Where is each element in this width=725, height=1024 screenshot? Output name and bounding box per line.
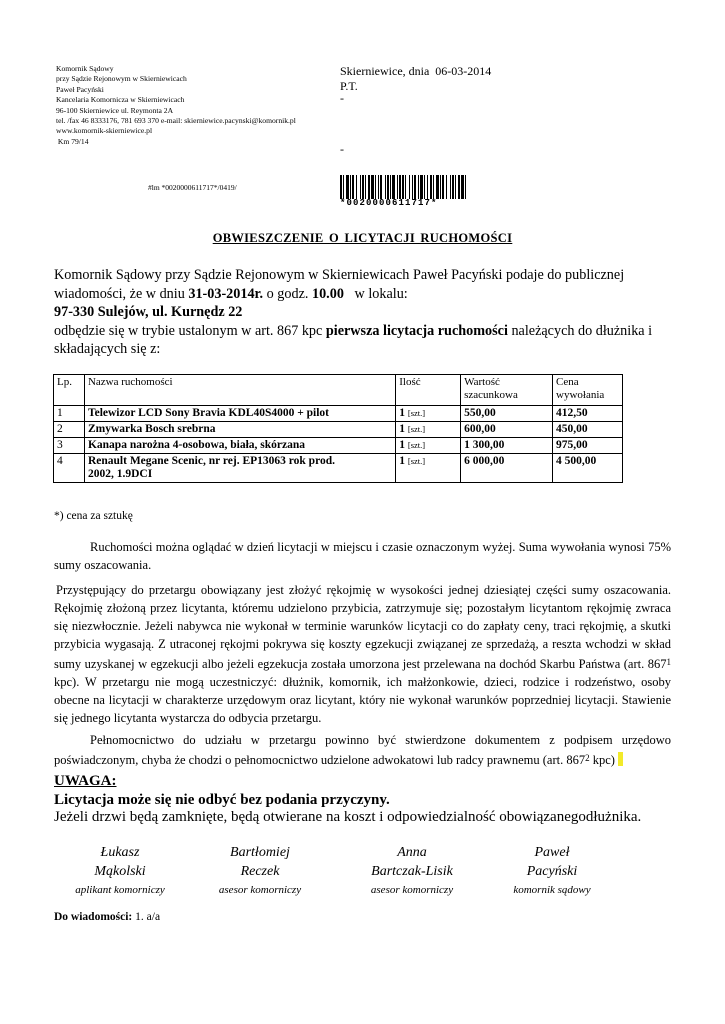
intro-line: składających się z: <box>54 341 161 357</box>
article-superscript: 1 <box>666 657 671 667</box>
cell-price: 412,50 <box>553 406 623 422</box>
intro-text: wiadomości, że w dniu <box>54 285 189 302</box>
cell-lp: 1 <box>54 406 85 422</box>
auction-time: 10.00 <box>311 285 344 302</box>
signature-first-name: Anna <box>397 845 427 860</box>
cell-lp: 3 <box>54 438 85 454</box>
header-value <box>461 375 553 406</box>
table-row <box>54 406 623 422</box>
cell-value: 550,00 <box>461 406 553 422</box>
cell-lp: 2 <box>54 422 85 438</box>
proxy-paragraph <box>54 731 671 769</box>
proxy-text-a: Pełnomocnictwo do udziału w przetargu powinno być stwierdzone dokumentem z podpisem urzędowo poświadczonym, chyba że chodzi o pełnomocnictwo udzielone adwokatowi lub radcy prawnemu (art. 867 <box>54 733 671 767</box>
case-number: Km 79/14 <box>56 136 89 146</box>
highlight-mark <box>618 752 623 766</box>
signature-first-name: Bartłomiej <box>230 845 290 860</box>
qty-value: 1 <box>399 423 405 435</box>
cell-name: Telewizor LCD Sony Bravia KDL40S4000 + pilot <box>84 406 395 422</box>
signature-role: asesor komorniczy <box>370 884 454 896</box>
reference-number: #lm *0020000611717*/0419/ <box>148 183 237 192</box>
signature-block <box>477 843 627 899</box>
office-line: Paweł Pacyński <box>56 84 104 94</box>
cell-name: Kanapa narożna 4-osobowa, biała, skórzana <box>84 438 395 454</box>
cell-value: 6 000,00 <box>461 454 553 483</box>
barcode-text: *0020000611717* <box>340 198 438 208</box>
items-table <box>53 374 623 483</box>
signature-block <box>185 843 335 899</box>
intro-line <box>54 322 671 341</box>
deposit-text-b: kpc). W przetargu nie mogą uczestniczyć: dłużnik, komornik, ich małżonkowie, dzieci, rodzice i rodzeństwo, osoby obecne na licytacji w charakterze urzędowym oraz licytant, który nie wykonał warunków poprzedniej licytacji. Stawienie się jednego licytanta wystarcza do odbycia przetargu. <box>54 675 671 725</box>
signature-first-name: Łukasz <box>100 845 140 860</box>
auction-address <box>54 303 671 322</box>
intro-line: Komornik Sądowy przy Sądzie Rejonowym w Skierniewicach Paweł Pacyński podaje do publicznej <box>54 267 625 283</box>
office-line: tel. /fax 46 8333176, 781 693 370 e-mail: skierniewice.pacynski@komornik.pl <box>56 116 296 126</box>
header-value-l2: szacunkowa <box>464 389 518 401</box>
header-qty: Ilość <box>396 375 461 406</box>
qty-value: 1 <box>399 407 405 419</box>
signature-block <box>45 843 195 899</box>
table-row <box>54 422 623 438</box>
viewing-text: Ruchomości można oglądać w dzień licytacji w miejscu i czasie oznaczonym wyżej. Suma wywołania wynosi 75% sumy oszacowania. <box>54 540 671 572</box>
table-header-row <box>54 375 623 406</box>
header-name: Nazwa ruchomości <box>84 375 395 406</box>
auction-type: pierwsza licytacja ruchomości <box>325 322 508 339</box>
qty-unit: [szt.] <box>407 408 426 418</box>
distribution-label: Do wiadomości: <box>54 911 133 923</box>
intro-paragraph <box>54 266 671 359</box>
signature-last-name: Pacyński <box>526 864 578 879</box>
barcode <box>340 175 470 208</box>
intro-text: w lokalu: <box>343 285 408 302</box>
signature-role: asesor komorniczy <box>218 884 302 896</box>
auction-address-text: 97-330 Sulejów, ul. Kurnędz 22 <box>54 304 243 320</box>
intro-text: odbędzie się w trybie ustalonym w art. 867 kpc <box>54 322 326 339</box>
cell-name: Zmywarka Bosch srebrna <box>84 422 395 438</box>
cell-price: 450,00 <box>553 422 623 438</box>
place-date: Skierniewice, dnia 06-03-2014 <box>340 64 492 78</box>
qty-value: 1 <box>399 439 405 451</box>
cell-name <box>84 454 395 483</box>
deposit-paragraph <box>54 581 671 727</box>
addressee: P.T. <box>340 78 358 93</box>
price-note: *) cena za sztukę <box>54 510 133 522</box>
signature-role: aplikant komorniczy <box>75 884 165 896</box>
qty-value: 1 <box>399 455 405 467</box>
article-superscript: 2 <box>585 753 590 763</box>
distribution-value: 1. a/a <box>132 911 161 923</box>
warning-line: Licytacja może się nie odbyć bez podania przyczyny. <box>54 792 390 808</box>
header-price-l2: wywołania <box>556 389 605 401</box>
cell-price: 975,00 <box>553 438 623 454</box>
header-price-l1: Cena <box>556 376 579 388</box>
header-lp: Lp. <box>54 375 85 406</box>
signature-last-name: Bartczak-Lisik <box>371 864 453 879</box>
cell-lp: 4 <box>54 454 85 483</box>
cell-price: 4 500,00 <box>553 454 623 483</box>
signature-role: komornik sądowy <box>513 884 591 896</box>
address-dash: - <box>340 91 344 105</box>
intro-text: o godz. <box>263 285 312 302</box>
office-line: przy Sądzie Rejonowym w Skierniewicach <box>56 74 187 84</box>
table-row <box>54 438 623 454</box>
table-row <box>54 454 623 483</box>
address-dash: - <box>340 141 344 156</box>
office-header <box>56 64 296 147</box>
document-title: OBWIESZCZENIE O LICYTACJI RUCHOMOŚCI <box>212 231 513 245</box>
intro-line <box>54 285 671 304</box>
barcode-bars <box>340 175 470 199</box>
distribution-list <box>54 911 160 923</box>
office-line: www.komornik-skierniewice.pl <box>56 126 153 136</box>
office-line: 96-100 Skierniewice ul. Reymonta 2A <box>56 105 174 115</box>
qty-unit: [szt.] <box>407 456 426 466</box>
signature-last-name: Mąkolski <box>94 864 146 879</box>
warning-line: Jeżeli drzwi będą zamknięte, będą otwierane na koszt i odpowiedzialność obowiązanegodłużnika. <box>54 809 642 825</box>
header-value-l1: Wartość <box>464 376 500 388</box>
signature-last-name: Reczek <box>240 864 280 879</box>
office-line: Kancelaria Komornicza w Skierniewicach <box>56 95 185 105</box>
cell-qty <box>396 406 461 422</box>
cell-qty <box>396 454 461 483</box>
addressee-block <box>340 64 491 156</box>
proxy-text <box>54 731 671 769</box>
warning-heading: UWAGA: <box>54 773 117 789</box>
cell-qty <box>396 422 461 438</box>
cell-value: 1 300,00 <box>461 438 553 454</box>
cell-value: 600,00 <box>461 422 553 438</box>
proxy-text-b: kpc) <box>589 753 615 767</box>
deposit-text-a: Przystępujący do przetargu obowiązany jest złożyć rękojmię w wysokości jednej dziesiątej części sumy oszacowania. Rękojmię złożoną przez licytanta, któremu udzielono przybicia, zatrzymuje się; pozostałym licytantom rękojmię zwraca się niezwłocznie. Jeżeli nabywca nie wykonał w terminie warunków licytacji co do zapłaty ceny, traci rękojmię, a skutki przybicia wygasają. Z utraconej rękojmi pokrywa się koszty egzekucji związanej ze sprzedażą, a reszta wchodzi w skład sumy uzyskanej w egzekucji albo jeżeli egzekucja została umorzona jest przelewana na dochód Skarbu Państwa (art. 867 <box>54 583 671 671</box>
cell-name-l2: 2002, 1.9DCI <box>87 468 153 480</box>
office-line: Komornik Sądowy <box>56 64 114 73</box>
deposit-text <box>54 581 671 727</box>
cell-name-l1: Renault Megane Scenic, nr rej. EP13063 rok prod. <box>87 455 335 467</box>
signature-block <box>337 843 487 899</box>
header-price <box>553 375 623 406</box>
qty-unit: [szt.] <box>407 424 426 434</box>
intro-text: należących do dłużnika i <box>507 322 653 339</box>
qty-unit: [szt.] <box>407 440 426 450</box>
barcode-bar <box>466 175 468 199</box>
cell-qty <box>396 438 461 454</box>
viewing-paragraph <box>54 538 671 574</box>
auction-date: 31-03-2014r. <box>188 285 264 302</box>
signature-first-name: Paweł <box>534 845 570 860</box>
